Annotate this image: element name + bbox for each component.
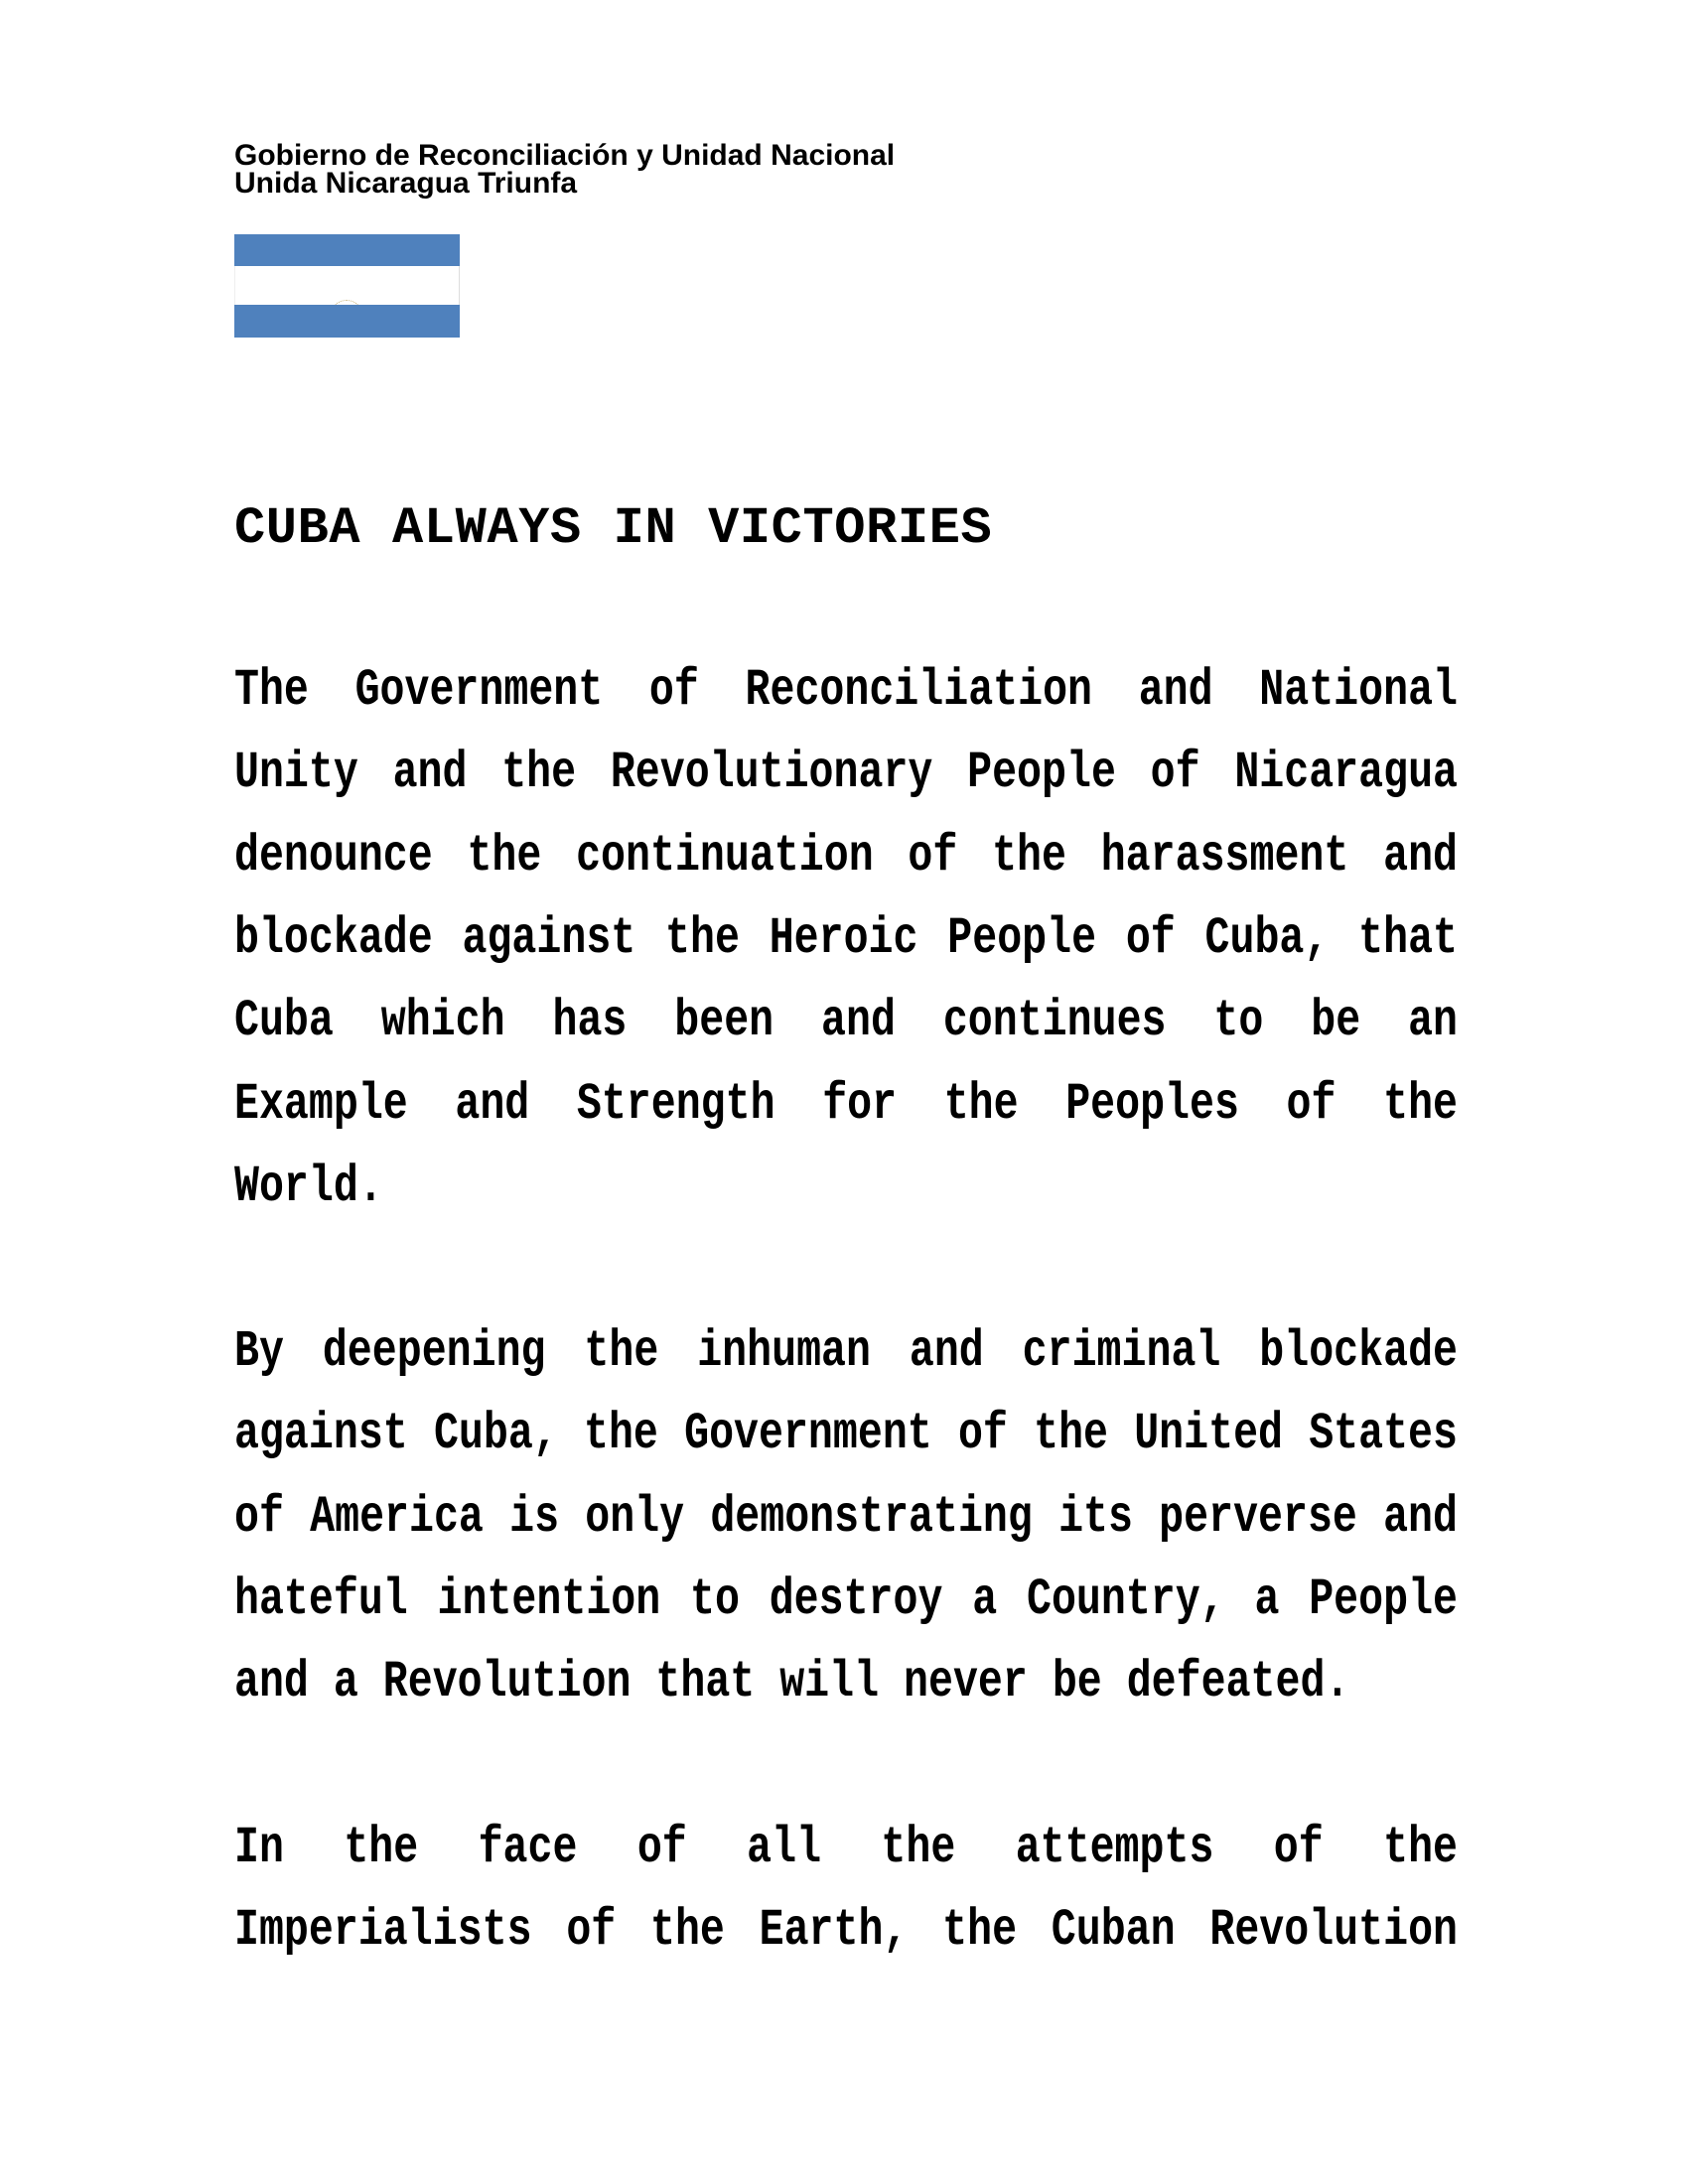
text-line: By deepening the inhuman and criminal blockade [234,1322,1458,1381]
flag-stripe-top [234,234,460,266]
text-line: World. [234,1157,383,1216]
text-line: Cuba which has been and continues to be an [234,992,1458,1051]
text-line: and a Revolution that will never be defeated. [234,1653,1350,1712]
letterhead-slogan: Unida Nicaragua Triunfa [234,167,578,200]
text-line: hateful intention to destroy a Country, a People [234,1570,1458,1629]
flag-stripe-middle [234,266,460,305]
text-line: Example and Strength for the Peoples of the [234,1074,1458,1134]
text-line: The Government of Reconciliation and National [234,661,1458,720]
text-line: denounce the continuation of the harassment and [234,826,1458,886]
text-line: blockade against the Heroic People of Cuba, that [234,908,1458,968]
flag-stripe-bottom [234,305,460,338]
paragraph-2 [234,1310,1458,1724]
nicaragua-flag-icon [234,234,460,338]
letterhead-government-name: Gobierno de Reconciliación y Unidad Nacional [234,139,896,172]
text-line: In the face of all the attempts of the [234,1819,1458,1877]
document-title: CUBA ALWAYS IN VICTORIES [234,499,993,558]
text-line: Imperialists of the Earth, the Cuban Revolution [234,1901,1458,1961]
text-line: Unity and the Revolutionary People of Nicaragua [234,744,1458,803]
paragraph-1 [234,649,1458,1228]
paragraph-3 [234,1807,1458,1973]
letterhead [234,139,896,200]
text-line: of America is only demonstrating its perverse and [234,1487,1458,1547]
text-line: against Cuba, the Government of the United States [234,1405,1458,1464]
